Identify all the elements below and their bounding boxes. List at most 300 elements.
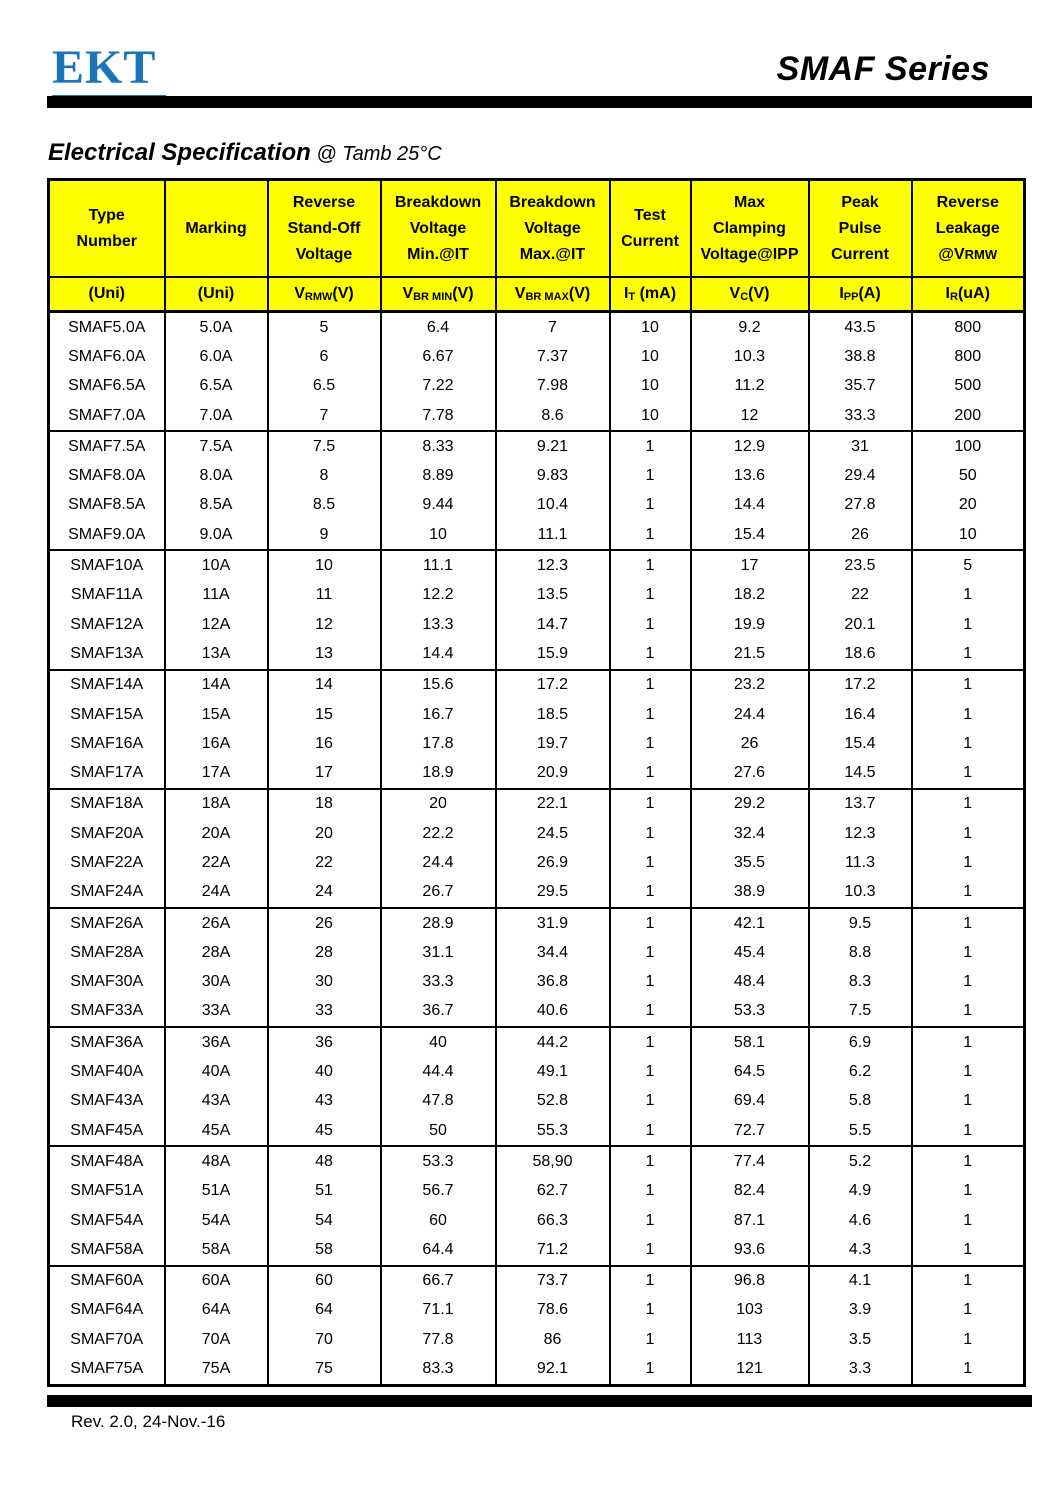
cell-breakdown-max: 17.2 [496, 670, 610, 700]
cell-breakdown-min: 40 [381, 1027, 496, 1057]
cell-reverse-standoff: 24 [268, 878, 381, 908]
cell-type-number: SMAF10A [49, 550, 165, 580]
cell-breakdown-min: 15.6 [381, 670, 496, 700]
table-row [49, 639, 1025, 669]
cell-breakdown-max: 24.5 [496, 819, 610, 848]
cell-peak-pulse: 18.6 [809, 639, 912, 669]
table-row [49, 461, 1025, 490]
cell-breakdown-max: 9.83 [496, 461, 610, 490]
cell-reverse-standoff: 16 [268, 729, 381, 758]
cell-breakdown-min: 77.8 [381, 1325, 496, 1354]
cell-max-clamping: 96.8 [691, 1266, 809, 1296]
table-row [49, 581, 1025, 610]
cell-max-clamping: 69.4 [691, 1087, 809, 1116]
cell-type-number: SMAF48A [49, 1146, 165, 1176]
cell-peak-pulse: 8.3 [809, 968, 912, 997]
cell-breakdown-max: 20.9 [496, 758, 610, 788]
unit-header-breakdown-max: VBR MAX(V) [496, 277, 610, 312]
cell-marking: 51A [165, 1177, 268, 1206]
header-row-titles [49, 180, 1025, 278]
cell-type-number: SMAF14A [49, 670, 165, 700]
cell-type-number: SMAF70A [49, 1325, 165, 1354]
cell-reverse-standoff: 17 [268, 758, 381, 788]
cell-type-number: SMAF45A [49, 1116, 165, 1146]
cell-breakdown-max: 22.1 [496, 789, 610, 819]
cell-marking: 45A [165, 1116, 268, 1146]
unit-header-test-current: IT (mA) [610, 277, 691, 312]
cell-breakdown-min: 64.4 [381, 1235, 496, 1265]
cell-test-current: 1 [610, 1325, 691, 1354]
cell-reverse-standoff: 8.5 [268, 491, 381, 520]
cell-reverse-standoff: 40 [268, 1057, 381, 1086]
cell-type-number: SMAF36A [49, 1027, 165, 1057]
cell-reverse-standoff: 18 [268, 789, 381, 819]
table-row [49, 1146, 1025, 1176]
cell-max-clamping: 45.4 [691, 938, 809, 967]
cell-test-current: 1 [610, 639, 691, 669]
cell-breakdown-min: 24.4 [381, 848, 496, 877]
cell-peak-pulse: 27.8 [809, 491, 912, 520]
cell-breakdown-max: 18.5 [496, 700, 610, 729]
cell-max-clamping: 35.5 [691, 848, 809, 877]
cell-reverse-standoff: 7 [268, 401, 381, 431]
cell-breakdown-min: 10 [381, 520, 496, 550]
cell-breakdown-max: 14.7 [496, 610, 610, 639]
cell-peak-pulse: 5.8 [809, 1087, 912, 1116]
cell-test-current: 10 [610, 401, 691, 431]
cell-breakdown-max: 12.3 [496, 550, 610, 580]
cell-peak-pulse: 26 [809, 520, 912, 550]
cell-test-current: 1 [610, 1266, 691, 1296]
cell-reverse-standoff: 8 [268, 461, 381, 490]
cell-test-current: 1 [610, 997, 691, 1027]
cell-test-current: 1 [610, 1027, 691, 1057]
unit-header-marking: (Uni) [165, 277, 268, 312]
cell-peak-pulse: 4.9 [809, 1177, 912, 1206]
cell-marking: 5.0A [165, 312, 268, 343]
cell-reverse-leakage: 1 [912, 848, 1025, 877]
cell-peak-pulse: 16.4 [809, 700, 912, 729]
cell-breakdown-min: 71.1 [381, 1296, 496, 1325]
cell-peak-pulse: 10.3 [809, 878, 912, 908]
cell-reverse-leakage: 1 [912, 729, 1025, 758]
cell-breakdown-min: 18.9 [381, 758, 496, 788]
cell-test-current: 1 [610, 789, 691, 819]
cell-peak-pulse: 3.9 [809, 1296, 912, 1325]
cell-type-number: SMAF8.0A [49, 461, 165, 490]
table-row [49, 938, 1025, 967]
unit-header-breakdown-min: VBR MIN(V) [381, 277, 496, 312]
cell-peak-pulse: 4.1 [809, 1266, 912, 1296]
cell-breakdown-min: 83.3 [381, 1354, 496, 1385]
cell-peak-pulse: 6.9 [809, 1027, 912, 1057]
cell-max-clamping: 42.1 [691, 908, 809, 938]
cell-test-current: 1 [610, 1146, 691, 1176]
cell-type-number: SMAF22A [49, 848, 165, 877]
cell-reverse-standoff: 11 [268, 581, 381, 610]
cell-reverse-standoff: 20 [268, 819, 381, 848]
column-header-max-clamping: Max Clamping Voltage@IPP [691, 180, 809, 278]
cell-marking: 33A [165, 997, 268, 1027]
cell-type-number: SMAF12A [49, 610, 165, 639]
cell-peak-pulse: 6.2 [809, 1057, 912, 1086]
cell-reverse-leakage: 1 [912, 1146, 1025, 1176]
cell-reverse-leakage: 1 [912, 670, 1025, 700]
cell-reverse-leakage: 1 [912, 700, 1025, 729]
cell-test-current: 1 [610, 758, 691, 788]
cell-reverse-standoff: 70 [268, 1325, 381, 1354]
cell-max-clamping: 48.4 [691, 968, 809, 997]
cell-breakdown-max: 62.7 [496, 1177, 610, 1206]
cell-breakdown-min: 7.22 [381, 372, 496, 401]
cell-marking: 13A [165, 639, 268, 669]
cell-max-clamping: 93.6 [691, 1235, 809, 1265]
cell-type-number: SMAF9.0A [49, 520, 165, 550]
cell-reverse-leakage: 1 [912, 908, 1025, 938]
table-row [49, 372, 1025, 401]
cell-breakdown-min: 22.2 [381, 819, 496, 848]
cell-type-number: SMAF28A [49, 938, 165, 967]
cell-breakdown-max: 55.3 [496, 1116, 610, 1146]
cell-test-current: 1 [610, 878, 691, 908]
cell-max-clamping: 32.4 [691, 819, 809, 848]
cell-type-number: SMAF17A [49, 758, 165, 788]
cell-marking: 60A [165, 1266, 268, 1296]
cell-reverse-standoff: 28 [268, 938, 381, 967]
cell-marking: 7.0A [165, 401, 268, 431]
cell-test-current: 1 [610, 848, 691, 877]
cell-max-clamping: 24.4 [691, 700, 809, 729]
section-title-condition: @ Tamb 25°C [310, 143, 442, 165]
unit-header-reverse-standoff: VRMW(V) [268, 277, 381, 312]
table-row [49, 848, 1025, 877]
cell-peak-pulse: 14.5 [809, 758, 912, 788]
cell-type-number: SMAF24A [49, 878, 165, 908]
cell-reverse-standoff: 5 [268, 312, 381, 343]
column-header-marking: Marking [165, 180, 268, 278]
cell-test-current: 1 [610, 819, 691, 848]
cell-reverse-standoff: 58 [268, 1235, 381, 1265]
cell-max-clamping: 113 [691, 1325, 809, 1354]
cell-type-number: SMAF54A [49, 1206, 165, 1235]
table-row [49, 729, 1025, 758]
cell-reverse-standoff: 48 [268, 1146, 381, 1176]
cell-peak-pulse: 8.8 [809, 938, 912, 967]
section-title [48, 139, 442, 167]
cell-max-clamping: 103 [691, 1296, 809, 1325]
cell-breakdown-min: 26.7 [381, 878, 496, 908]
cell-breakdown-max: 7.98 [496, 372, 610, 401]
cell-marking: 7.5A [165, 431, 268, 461]
cell-peak-pulse: 38.8 [809, 342, 912, 371]
cell-test-current: 1 [610, 550, 691, 580]
cell-type-number: SMAF16A [49, 729, 165, 758]
cell-reverse-leakage: 1 [912, 639, 1025, 669]
cell-test-current: 1 [610, 431, 691, 461]
cell-reverse-leakage: 1 [912, 1325, 1025, 1354]
cell-max-clamping: 64.5 [691, 1057, 809, 1086]
cell-test-current: 1 [610, 1177, 691, 1206]
cell-breakdown-min: 53.3 [381, 1146, 496, 1176]
cell-reverse-standoff: 36 [268, 1027, 381, 1057]
cell-type-number: SMAF20A [49, 819, 165, 848]
header-rule [47, 96, 1032, 108]
table-row [49, 550, 1025, 580]
cell-peak-pulse: 31 [809, 431, 912, 461]
table-row [49, 1027, 1025, 1057]
cell-max-clamping: 12 [691, 401, 809, 431]
cell-peak-pulse: 3.5 [809, 1325, 912, 1354]
cell-type-number: SMAF13A [49, 639, 165, 669]
cell-marking: 20A [165, 819, 268, 848]
cell-test-current: 1 [610, 581, 691, 610]
cell-peak-pulse: 3.3 [809, 1354, 912, 1385]
cell-max-clamping: 29.2 [691, 789, 809, 819]
unit-header-peak-pulse: IPP(A) [809, 277, 912, 312]
cell-test-current: 1 [610, 610, 691, 639]
cell-marking: 64A [165, 1296, 268, 1325]
cell-max-clamping: 82.4 [691, 1177, 809, 1206]
table-row [49, 758, 1025, 788]
cell-reverse-leakage: 1 [912, 1057, 1025, 1086]
cell-breakdown-min: 12.2 [381, 581, 496, 610]
cell-peak-pulse: 17.2 [809, 670, 912, 700]
cell-max-clamping: 17 [691, 550, 809, 580]
cell-max-clamping: 58.1 [691, 1027, 809, 1057]
cell-marking: 22A [165, 848, 268, 877]
cell-reverse-leakage: 800 [912, 342, 1025, 371]
cell-marking: 6.0A [165, 342, 268, 371]
cell-peak-pulse: 5.5 [809, 1116, 912, 1146]
cell-marking: 15A [165, 700, 268, 729]
cell-reverse-standoff: 15 [268, 700, 381, 729]
cell-type-number: SMAF7.5A [49, 431, 165, 461]
cell-marking: 30A [165, 968, 268, 997]
table-row [49, 1206, 1025, 1235]
cell-reverse-leakage: 1 [912, 819, 1025, 848]
cell-breakdown-max: 71.2 [496, 1235, 610, 1265]
cell-reverse-leakage: 1 [912, 968, 1025, 997]
cell-reverse-leakage: 200 [912, 401, 1025, 431]
cell-breakdown-min: 66.7 [381, 1266, 496, 1296]
cell-breakdown-min: 8.33 [381, 431, 496, 461]
cell-breakdown-max: 49.1 [496, 1057, 610, 1086]
cell-test-current: 1 [610, 1206, 691, 1235]
cell-max-clamping: 121 [691, 1354, 809, 1385]
cell-max-clamping: 9.2 [691, 312, 809, 343]
cell-reverse-standoff: 7.5 [268, 431, 381, 461]
cell-marking: 18A [165, 789, 268, 819]
cell-test-current: 1 [610, 1354, 691, 1385]
cell-breakdown-max: 8.6 [496, 401, 610, 431]
cell-type-number: SMAF18A [49, 789, 165, 819]
section-title-main: Electrical Specification [48, 139, 311, 166]
cell-marking: 9.0A [165, 520, 268, 550]
cell-peak-pulse: 7.5 [809, 997, 912, 1027]
column-header-reverse-leakage: Reverse Leakage @VRMW [912, 180, 1025, 278]
unit-header-type-number: (Uni) [49, 277, 165, 312]
cell-type-number: SMAF5.0A [49, 312, 165, 343]
cell-breakdown-min: 6.4 [381, 312, 496, 343]
cell-breakdown-max: 19.7 [496, 729, 610, 758]
cell-reverse-leakage: 1 [912, 1354, 1025, 1385]
cell-type-number: SMAF33A [49, 997, 165, 1027]
table-row [49, 520, 1025, 550]
cell-reverse-leakage: 1 [912, 1266, 1025, 1296]
cell-test-current: 1 [610, 1087, 691, 1116]
cell-breakdown-min: 11.1 [381, 550, 496, 580]
cell-peak-pulse: 15.4 [809, 729, 912, 758]
cell-reverse-standoff: 43 [268, 1087, 381, 1116]
cell-breakdown-max: 15.9 [496, 639, 610, 669]
cell-breakdown-max: 86 [496, 1325, 610, 1354]
cell-reverse-standoff: 14 [268, 670, 381, 700]
cell-reverse-leakage: 10 [912, 520, 1025, 550]
electrical-spec-table [47, 178, 1026, 1387]
cell-breakdown-min: 8.89 [381, 461, 496, 490]
cell-test-current: 1 [610, 938, 691, 967]
header-row-units [49, 277, 1025, 312]
cell-marking: 10A [165, 550, 268, 580]
cell-reverse-leakage: 1 [912, 938, 1025, 967]
cell-marking: 8.0A [165, 461, 268, 490]
cell-test-current: 10 [610, 372, 691, 401]
cell-reverse-standoff: 6 [268, 342, 381, 371]
cell-breakdown-max: 44.2 [496, 1027, 610, 1057]
cell-peak-pulse: 22 [809, 581, 912, 610]
cell-reverse-leakage: 1 [912, 878, 1025, 908]
cell-reverse-standoff: 13 [268, 639, 381, 669]
cell-peak-pulse: 35.7 [809, 372, 912, 401]
cell-marking: 58A [165, 1235, 268, 1265]
cell-peak-pulse: 23.5 [809, 550, 912, 580]
table-row [49, 401, 1025, 431]
cell-breakdown-max: 66.3 [496, 1206, 610, 1235]
cell-breakdown-max: 58,90 [496, 1146, 610, 1176]
cell-max-clamping: 13.6 [691, 461, 809, 490]
cell-breakdown-max: 10.4 [496, 491, 610, 520]
cell-breakdown-min: 13.3 [381, 610, 496, 639]
cell-reverse-standoff: 33 [268, 997, 381, 1027]
table-row [49, 700, 1025, 729]
cell-breakdown-max: 26.9 [496, 848, 610, 877]
cell-marking: 17A [165, 758, 268, 788]
cell-breakdown-max: 9.21 [496, 431, 610, 461]
cell-test-current: 10 [610, 312, 691, 343]
column-header-test-current: Test Current [610, 180, 691, 278]
cell-marking: 16A [165, 729, 268, 758]
table-row [49, 1325, 1025, 1354]
cell-max-clamping: 12.9 [691, 431, 809, 461]
cell-breakdown-min: 44.4 [381, 1057, 496, 1086]
cell-reverse-leakage: 1 [912, 1087, 1025, 1116]
cell-reverse-leakage: 1 [912, 997, 1025, 1027]
cell-type-number: SMAF58A [49, 1235, 165, 1265]
cell-test-current: 1 [610, 670, 691, 700]
table-row [49, 312, 1025, 343]
cell-breakdown-max: 92.1 [496, 1354, 610, 1385]
cell-breakdown-min: 28.9 [381, 908, 496, 938]
series-title: SMAF Series [776, 50, 990, 88]
cell-test-current: 1 [610, 729, 691, 758]
cell-type-number: SMAF8.5A [49, 491, 165, 520]
revision-note: Rev. 2.0, 24-Nov.-16 [71, 1412, 226, 1431]
cell-test-current: 1 [610, 1116, 691, 1146]
cell-test-current: 10 [610, 342, 691, 371]
cell-max-clamping: 14.4 [691, 491, 809, 520]
cell-reverse-leakage: 1 [912, 581, 1025, 610]
cell-breakdown-min: 20 [381, 789, 496, 819]
cell-marking: 11A [165, 581, 268, 610]
cell-test-current: 1 [610, 491, 691, 520]
cell-marking: 8.5A [165, 491, 268, 520]
cell-type-number: SMAF6.0A [49, 342, 165, 371]
unit-header-reverse-leakage: IR(uA) [912, 277, 1025, 312]
cell-test-current: 1 [610, 700, 691, 729]
cell-breakdown-max: 73.7 [496, 1266, 610, 1296]
cell-marking: 24A [165, 878, 268, 908]
cell-max-clamping: 77.4 [691, 1146, 809, 1176]
cell-breakdown-max: 36.8 [496, 968, 610, 997]
cell-reverse-leakage: 50 [912, 461, 1025, 490]
cell-max-clamping: 19.9 [691, 610, 809, 639]
cell-reverse-standoff: 64 [268, 1296, 381, 1325]
cell-reverse-standoff: 12 [268, 610, 381, 639]
cell-breakdown-max: 29.5 [496, 878, 610, 908]
cell-marking: 26A [165, 908, 268, 938]
cell-reverse-leakage: 1 [912, 610, 1025, 639]
cell-marking: 48A [165, 1146, 268, 1176]
table-row [49, 819, 1025, 848]
table-row [49, 968, 1025, 997]
table-row [49, 1354, 1025, 1385]
cell-max-clamping: 21.5 [691, 639, 809, 669]
cell-type-number: SMAF51A [49, 1177, 165, 1206]
cell-peak-pulse: 13.7 [809, 789, 912, 819]
cell-max-clamping: 87.1 [691, 1206, 809, 1235]
cell-breakdown-max: 11.1 [496, 520, 610, 550]
cell-type-number: SMAF64A [49, 1296, 165, 1325]
cell-reverse-leakage: 1 [912, 1177, 1025, 1206]
cell-breakdown-min: 31.1 [381, 938, 496, 967]
cell-breakdown-min: 17.8 [381, 729, 496, 758]
cell-max-clamping: 27.6 [691, 758, 809, 788]
cell-marking: 14A [165, 670, 268, 700]
cell-test-current: 1 [610, 1235, 691, 1265]
table-row [49, 610, 1025, 639]
cell-type-number: SMAF43A [49, 1087, 165, 1116]
cell-peak-pulse: 20.1 [809, 610, 912, 639]
cell-marking: 12A [165, 610, 268, 639]
cell-max-clamping: 15.4 [691, 520, 809, 550]
cell-test-current: 1 [610, 1057, 691, 1086]
cell-peak-pulse: 4.6 [809, 1206, 912, 1235]
cell-reverse-leakage: 1 [912, 1296, 1025, 1325]
table-row [49, 878, 1025, 908]
cell-breakdown-min: 14.4 [381, 639, 496, 669]
cell-max-clamping: 23.2 [691, 670, 809, 700]
cell-peak-pulse: 43.5 [809, 312, 912, 343]
cell-breakdown-max: 31.9 [496, 908, 610, 938]
cell-breakdown-max: 34.4 [496, 938, 610, 967]
cell-breakdown-min: 60 [381, 1206, 496, 1235]
cell-marking: 75A [165, 1354, 268, 1385]
footer-rule [47, 1395, 1032, 1407]
cell-breakdown-max: 7 [496, 312, 610, 343]
cell-test-current: 1 [610, 1296, 691, 1325]
cell-type-number: SMAF75A [49, 1354, 165, 1385]
cell-marking: 54A [165, 1206, 268, 1235]
